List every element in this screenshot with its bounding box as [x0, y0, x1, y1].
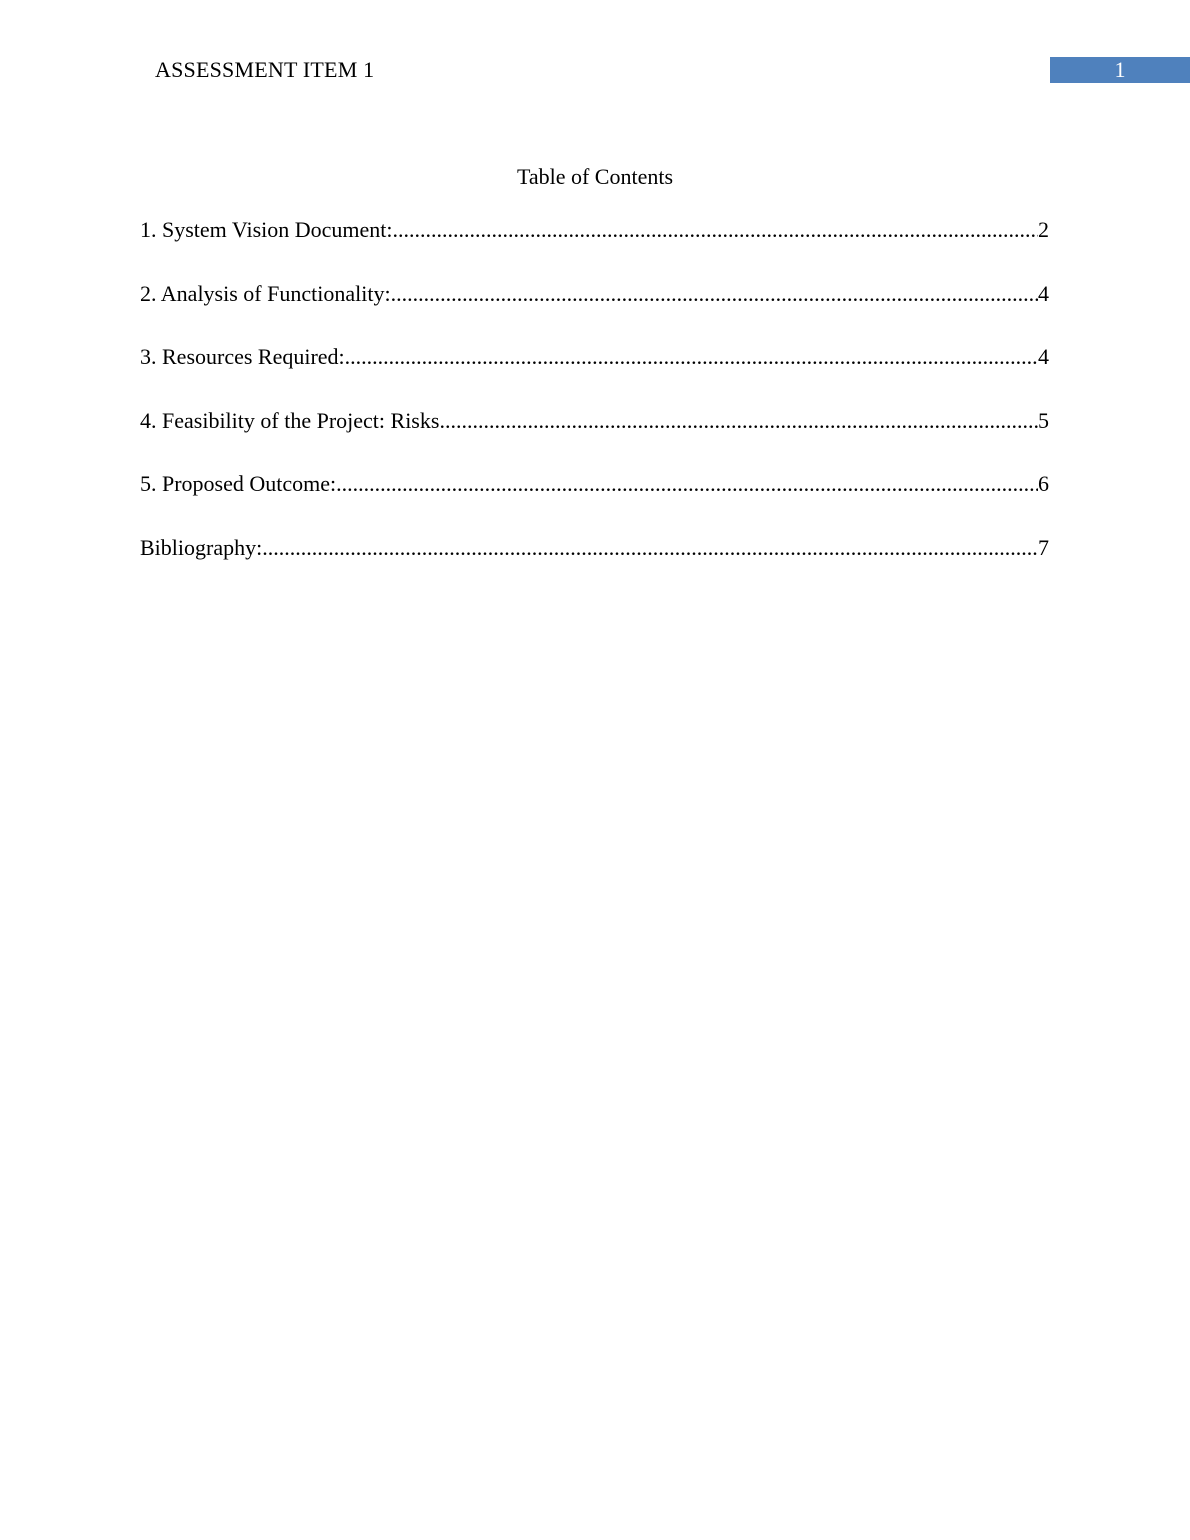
toc-list [140, 217, 1049, 598]
toc-entry-label: 2. Analysis of Functionality: [140, 280, 391, 306]
toc-entry-page: 4 [1038, 280, 1049, 306]
toc-entry-proposed-outcome[interactable] [140, 471, 1049, 497]
toc-entry-resources-required[interactable] [140, 344, 1049, 370]
toc-entry-label: 3. Resources Required: [140, 344, 345, 369]
toc-entry-page: 7 [1038, 534, 1049, 560]
toc-title: Table of Contents [516, 164, 674, 189]
toc-dot-leader [393, 217, 1039, 243]
toc-entry-label: 1. System Vision Document: [140, 217, 393, 242]
toc-entry-bibliography[interactable] [140, 535, 1049, 561]
page-number-badge: 1 [1050, 57, 1190, 83]
toc-entry-feasibility-risks[interactable] [140, 408, 1049, 434]
toc-dot-leader [439, 408, 1038, 434]
toc-dot-leader [336, 471, 1038, 497]
toc-entry-page: 6 [1038, 471, 1049, 496]
running-head: ASSESSMENT ITEM 1 [155, 57, 375, 82]
toc-entry-system-vision[interactable] [140, 217, 1049, 243]
toc-dot-leader [391, 281, 1038, 307]
toc-dot-leader [262, 535, 1038, 561]
toc-entry-page: 5 [1038, 407, 1049, 433]
toc-entry-label: 5. Proposed Outcome: [140, 471, 337, 496]
toc-entry-analysis-of-functionality[interactable] [140, 281, 1049, 307]
toc-entry-label: 4. Feasibility of the Project: Risks [140, 407, 440, 433]
toc-entry-page: 2 [1038, 217, 1049, 242]
toc-dot-leader [345, 344, 1038, 370]
toc-entry-page: 4 [1038, 344, 1049, 369]
toc-entry-label: Bibliography: [140, 534, 263, 560]
